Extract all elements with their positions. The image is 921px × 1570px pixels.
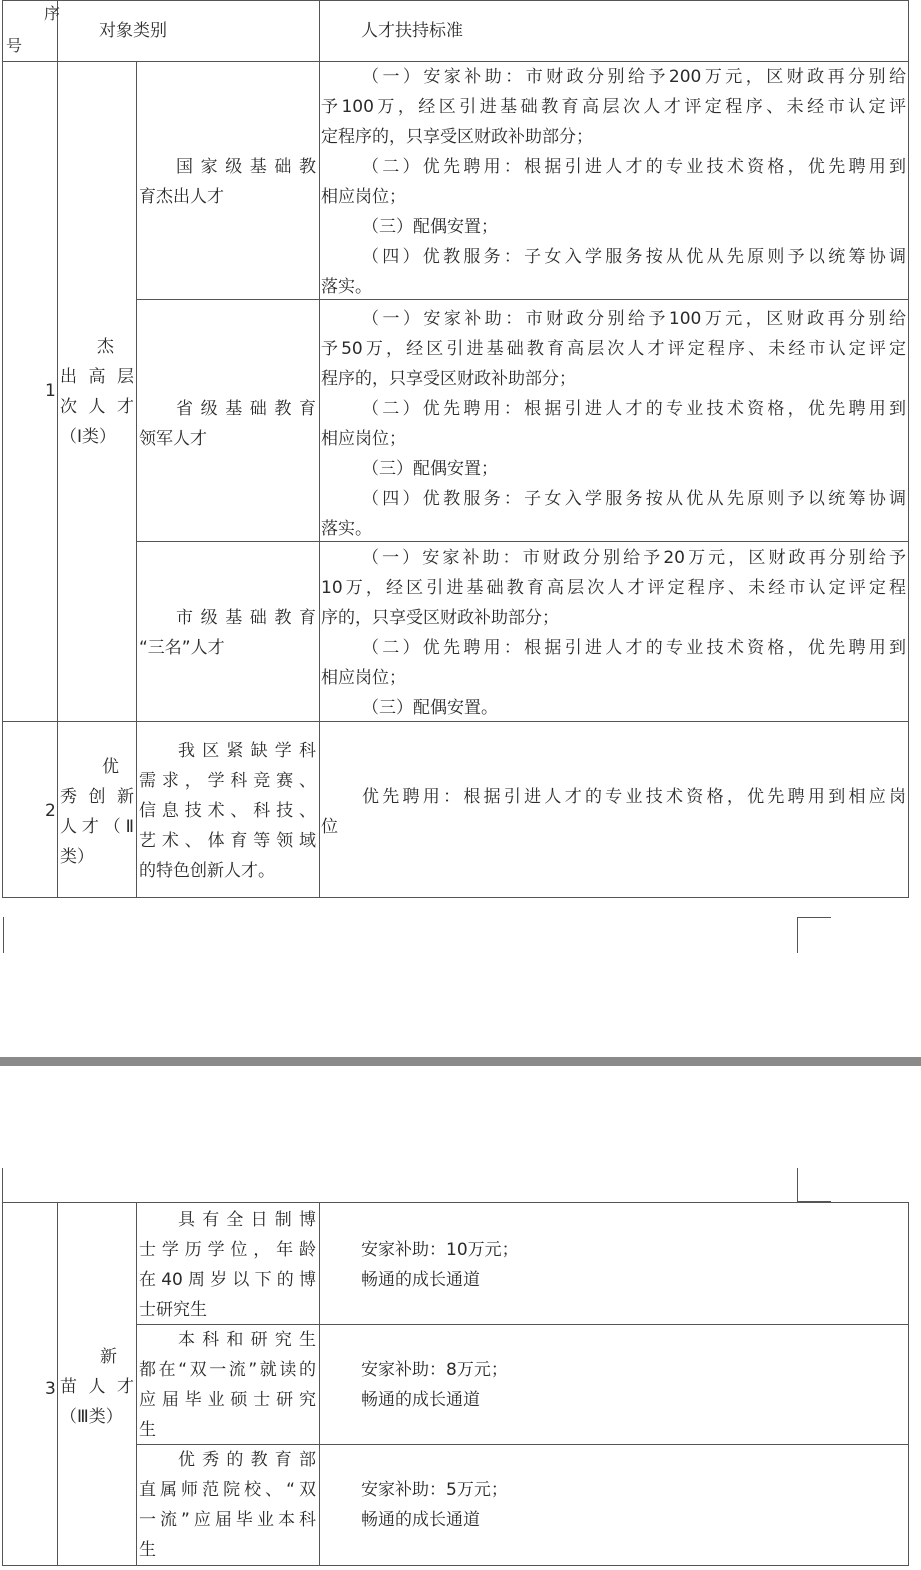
section1-group-line: 出 高 层 [60, 367, 134, 387]
row-category-line: 艺术、体育等领域 [139, 831, 316, 851]
section2-group-line: 人才（Ⅱ [60, 817, 134, 837]
row-category-line: 国家级基础教 [176, 157, 316, 177]
standard-line: 10万，经区引进基础教育高层次人才评定程序、未经市认定评定程 [321, 578, 906, 598]
standard-line: 畅通的成长通道 [361, 1270, 480, 1290]
section2-group-line: 优 [102, 757, 119, 777]
standard-line: 定程序的，只享受区财政补助部分； [321, 127, 593, 147]
standard-line: 畅通的成长通道 [361, 1510, 480, 1530]
standard-line: 相应岗位； [321, 668, 406, 688]
standard-line: （四）优教服务：子女入学服务按从优从先原则予以统筹协调 [362, 489, 906, 509]
row-category-line: 优秀的教育部 [178, 1450, 316, 1470]
standard-line: 位 [321, 817, 338, 837]
section2-group-line: 类） [60, 847, 94, 867]
row-category-line: 信息技术、科技、 [139, 801, 316, 821]
standard-line: 安家补助：8万元； [361, 1360, 508, 1380]
standard-line: （一）安家补助：市财政分别给予100万元，区财政再分别给 [362, 309, 906, 329]
row-category-line: 需求，学科竞赛、 [139, 771, 316, 791]
row-category-line: 士研究生 [139, 1300, 207, 1320]
standard-line: 畅通的成长通道 [361, 1390, 480, 1410]
row-category-line: 生 [139, 1540, 156, 1560]
row-category-line: 具有全日制博 [178, 1210, 316, 1230]
row-category-line: 一流”应届毕业本科 [139, 1510, 316, 1530]
standard-line: 序的，只享受区财政补助部分； [321, 608, 559, 628]
section1-number: 1 [45, 381, 56, 401]
section2-number: 2 [45, 801, 56, 821]
row-category-line: 士学历学位，年龄 [139, 1240, 316, 1260]
crop-mark [797, 917, 831, 918]
standard-line: 优先聘用：根据引进人才的专业技术资格，优先聘用到相应岗 [362, 787, 906, 807]
row-category-line: “三名”人才 [139, 638, 225, 658]
header-standard: 人才扶持标准 [361, 21, 463, 41]
section3-group-line: （Ⅲ类） [60, 1407, 123, 1427]
header-seq-bottom: 号 [6, 36, 23, 55]
standard-line: 安家补助：5万元； [361, 1480, 508, 1500]
row-category-line: 都在“双一流”就读的 [139, 1360, 316, 1380]
standard-line: 相应岗位； [321, 429, 406, 449]
row-category-line: 领军人才 [139, 429, 207, 449]
standard-line: 予50万，经区引进基础教育高层次人才评定程序、未经市认定评定 [321, 339, 906, 359]
standard-line: 程序的，只享受区财政补助部分； [321, 369, 576, 389]
header-category: 对象类别 [99, 21, 167, 41]
crop-mark [797, 1168, 798, 1202]
section2-group-line: 秀 创 新 [60, 787, 134, 807]
standard-line: （三）配偶安置。 [362, 698, 498, 718]
row-category-line: 生 [139, 1420, 156, 1440]
section1-group-line: （Ⅰ类） [60, 427, 117, 447]
header-seq-top: 序 [44, 4, 61, 23]
standard-line: （三）配偶安置； [362, 459, 498, 479]
row-category-line: 本科和研究生 [178, 1330, 316, 1350]
row-category-line: 在40周岁以下的博 [139, 1270, 316, 1290]
standard-line: （二）优先聘用：根据引进人才的专业技术资格，优先聘用到 [362, 399, 906, 419]
standard-line: 予100万，经区引进基础教育高层次人才评定程序、未经市认定评 [321, 97, 906, 117]
section3-group-line: 苗 人 才 [60, 1377, 134, 1397]
crop-mark [797, 917, 798, 953]
standard-line: 落实。 [321, 519, 372, 539]
section1-group-line: 次 人 才 [60, 397, 134, 417]
row-category-line: 我区紧缺学科 [178, 741, 316, 761]
standard-line: （三）配偶安置； [362, 217, 498, 237]
crop-mark [3, 917, 4, 953]
standard-line: 安家补助：10万元； [361, 1240, 519, 1260]
standard-line: 相应岗位； [321, 187, 406, 207]
row-category-line: 育杰出人才 [139, 187, 224, 207]
standard-line: （二）优先聘用：根据引进人才的专业技术资格，优先聘用到 [362, 638, 906, 658]
row-category-line: 直属师范院校、“双 [139, 1480, 316, 1500]
row-category-line: 的特色创新人才。 [139, 861, 275, 881]
row-category-line: 应届毕业硕士研究 [139, 1390, 316, 1410]
section3-group-line: 新 [100, 1347, 117, 1367]
row-category-line: 市级基础教育 [176, 608, 316, 628]
standard-line: （一）安家补助：市财政分别给予20万元，区财政再分别给予 [362, 548, 906, 568]
section1-group-line: 杰 [97, 337, 114, 357]
standard-line: （二）优先聘用：根据引进人才的专业技术资格，优先聘用到 [362, 157, 906, 177]
standard-line: （四）优教服务：子女入学服务按从优从先原则予以统筹协调 [362, 247, 906, 267]
row-category-line: 省级基础教育 [176, 399, 316, 419]
standard-line: （一）安家补助：市财政分别给予200万元，区财政再分别给 [362, 67, 906, 87]
standard-line: 落实。 [321, 277, 372, 297]
section3-number: 3 [45, 1379, 56, 1399]
page-separator [0, 1057, 921, 1066]
